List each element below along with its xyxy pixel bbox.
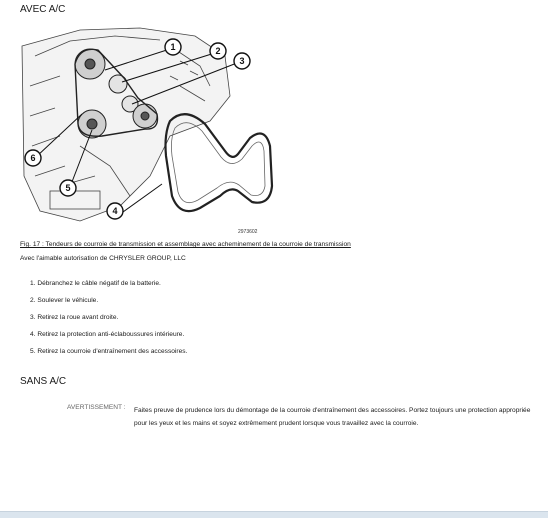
figure-caption: Fig. 17 : Tendeurs de courroie de transmission et assemblage avec acheminement de la courroie de transmission — [20, 241, 351, 248]
callout-2-label: 2 — [215, 46, 221, 56]
callout-1 — [165, 39, 181, 55]
callout-2 — [210, 43, 226, 59]
callout-5 — [60, 180, 76, 196]
step-item: 1. Débranchez le câble négatif de la batterie. — [30, 280, 161, 287]
callout-5-label: 5 — [65, 183, 71, 193]
callout-4-label: 4 — [112, 206, 118, 216]
callout-6 — [25, 150, 41, 166]
section-heading-avec-ac: AVEC A/C — [20, 4, 66, 15]
procedure-steps — [30, 280, 187, 365]
figure-number: 2973602 — [238, 229, 258, 235]
callout-6-label: 6 — [30, 153, 36, 163]
callout-1-label: 1 — [170, 42, 176, 52]
step-item: 4. Retirez la protection anti-éclaboussures intérieure. — [30, 331, 185, 338]
belt-routing-diagram — [20, 26, 370, 236]
step-item: 2. Soulever le véhicule. — [30, 297, 99, 304]
callout-3 — [234, 53, 250, 69]
section-heading-sans-ac: SANS A/C — [20, 376, 67, 387]
callout-4 — [107, 203, 123, 219]
step-item: 5. Retirez la courroie d'entraînement des accessoires. — [30, 348, 188, 355]
warning-label: AVERTISSEMENT : — [67, 404, 126, 411]
engine-block — [22, 28, 230, 221]
warning-text: Faites preuve de prudence lors du démontage de la courroie d'entraînement des accessoires. Portez toujours une protection appropriée pour les yeux et les mains et soyez extrêmement prudent lorsque vous travaillez avec la courroie. — [134, 407, 531, 427]
step-item: 3. Retirez la roue avant droite. — [30, 314, 119, 321]
callout-3-label: 3 — [239, 56, 245, 66]
figure-credit: Avec l'aimable autorisation de CHRYSLER GROUP, LLC — [20, 255, 186, 262]
